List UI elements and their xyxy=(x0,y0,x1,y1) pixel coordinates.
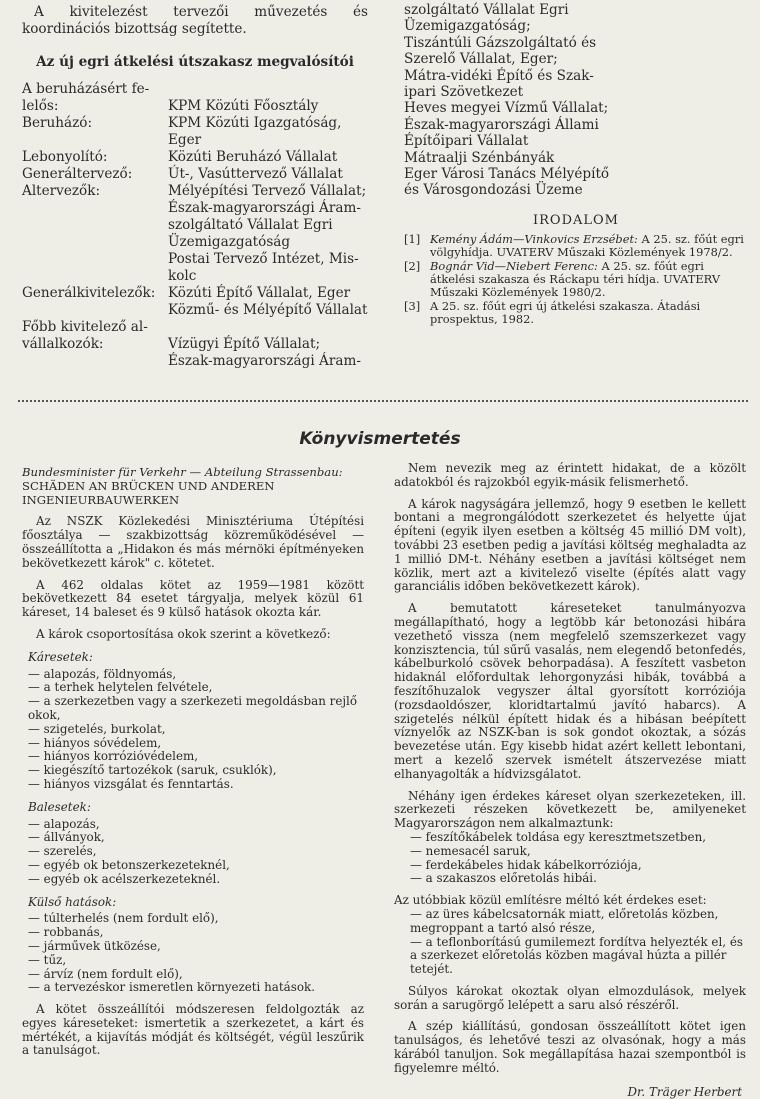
review-paragraph: A 462 oldalas kötet az 1959—1981 között bekövetkezett 84 esetet tárgyalja, melyek közül 61 káreset, 14 baleset és 9 külső hatások okozta kár. xyxy=(22,577,364,620)
list-item: — egyéb ok acélszerkezeteknél. xyxy=(28,871,221,886)
book-review-title: Könyvismertetés xyxy=(299,429,461,449)
role-value: Közúti Beruházó Vállalat xyxy=(168,149,338,165)
list-item: — kiegészítő tartozékok (saruk, csuklók), xyxy=(28,763,277,778)
reference-title: A 25. sz. főút egri völgyhídja. UVATERV Műszaki Közlemények 1978/2. xyxy=(430,232,744,260)
role-label: Generálkivitelezők: xyxy=(22,285,156,301)
list-item: — a teflonborítású gumilemezt fordítva helyezték el, és a szerkezet előretolás közben magával húzta a pillér tetejét. xyxy=(410,934,743,977)
review-paragraph: A károk nagyságára jellemző, hogy 9 esetben le kellett bontani a megrongálódott szerkezetet és helyette újat építeni (egyik ilyen esetben a költség 45 millió DM volt), további 23 esetben pedig a javítási költség meghaladta az 1 millió DM-t. Néhány esetben a javítási költséget nem közlik, mert azt a kivitelező viselte (építés alatt vagy garanciális időben bekövetkezett károk). xyxy=(394,496,746,594)
reference-text xyxy=(430,300,748,326)
review-paragraph: Nem nevezik meg az érintett hidakat, de a közölt adatokból és rajzokból egyik-másik felismerhető. xyxy=(394,461,746,489)
implementers-heading: Az új egri átkelési útszakasz megvalósítói xyxy=(36,54,354,70)
reference-item xyxy=(404,300,748,326)
category-heading: Külső hatások: xyxy=(28,894,117,909)
role-label: Generáltervező: xyxy=(22,166,133,182)
list-item: — szigetelés, burkolat, xyxy=(28,721,166,736)
list-item: — a szakaszos előretolás hibái. xyxy=(410,871,597,886)
list-item: — hiányos sóvédelem, xyxy=(28,735,162,750)
review-paragraph: Néhány igen érdekes káreset olyan szerkezeteken, ill. szerkezeti részeken következett be, amilyeneket Magyarországon nem alkalmaztunk: xyxy=(394,788,746,831)
reference-authors: Kemény Ádám—Vinkovics Erzsébet: xyxy=(430,232,638,247)
reference-list xyxy=(404,233,748,326)
list-item: — szerelés, xyxy=(28,844,97,859)
review-left-column xyxy=(22,466,364,1058)
review-paragraph: A károk csoportosítása okok szerint a következő: xyxy=(36,626,331,641)
review-right-column xyxy=(394,462,746,1099)
role-label: Altervezők: xyxy=(22,183,101,199)
intro-paragraph: A kivitelezést tervezői művezetés és koordinációs bizottság segítette. xyxy=(22,4,368,37)
reference-title: A 25. sz. főút egri átkelési szakasza és Ráckapu téri hídja. UVATERV Műszaki Közlemények 1980/2. xyxy=(430,259,721,300)
category-list xyxy=(22,818,364,887)
list-item: — egyéb ok betonszerkezeteknél, xyxy=(28,857,230,872)
role-label: Főbb kivitelező al- vállalkozók: xyxy=(22,319,148,352)
subcontractor-list xyxy=(404,2,748,199)
role-value: KPM Közúti Főosztály xyxy=(168,98,319,114)
list-item: Heves megyei Vízmű Vállalat; xyxy=(404,100,609,117)
list-item: — alapozás, xyxy=(28,816,100,831)
book-title: SCHÄDEN AN BRÜCKEN UND ANDEREN INGENIEURBAUWERKEN xyxy=(22,478,275,507)
reference-item xyxy=(404,260,748,299)
review-paragraph: A bemutatott káreseteket tanulmányozva megállapítható, hogy a legtöbb kár betonozási hibára vezethető vissza (nem megfelelő szemszerkezet vagy konzisztencia, túl sűrű vasalás, nem elegendő betonfedés, kábelburkoló csövek behorpadása). A feszített vasbeton hidaknál előfordultak lehorgonyzási hibák, továbbá a feszítőhuzalok vegyszer által gyorsított korróziója (rozsdaoldószer, kloridtartalmú javító habarcs). A szigetelés nélkül épített hidak és a hibásan beépített víznyelők az NSZK-ban is sok gondot okoztak, a sózás bevezetése után. Egy kisebb hidat azért kellett lebontani, mert a kezelő szervek ismételt átszervezése miatt elhanyagolták a hídvizsgálatot. xyxy=(394,601,746,781)
review-paragraph: A szép kiállítású, gondosan összeállított kötet igen tanulságos, és lehetővé teszi az olvasónak, hogy a más kárából tanuljon. Sok megállapítása hazai szempontból is figyelemre méltó. xyxy=(394,1019,746,1075)
section-divider xyxy=(18,400,748,402)
list-item: Eger Városi Tanács Mélyépítő és Városgondozási Üzeme xyxy=(404,166,610,199)
list-item: — a szerkezetben vagy a szerkezeti megoldásban rejlő okok, xyxy=(28,694,358,722)
category-list xyxy=(22,912,364,995)
case-list xyxy=(394,908,746,977)
list-item: — túlterhelés (nem fordult elő), xyxy=(28,911,219,926)
list-item: — robbanás, xyxy=(28,925,104,940)
list-item: — a tervezéskor ismeretlen környezeti hatások. xyxy=(28,980,316,995)
reference-text xyxy=(430,260,748,299)
list-item: Észak-magyarországi Állami Építőipari Vállalat xyxy=(404,116,599,150)
list-item: — a terhek helytelen felvétele, xyxy=(28,680,213,695)
list-item: — hiányos korrózióvédelem, xyxy=(28,749,199,764)
category-heading: Balesetek: xyxy=(28,799,91,814)
list-item: — nemesacél saruk, xyxy=(410,843,531,858)
role-value: Mélyépítési Tervező Vállalat; Észak-magyarországi Áram- szolgáltató Vállalat Egri Üzemigazgatóság Postai Tervező Intézet, Mis- kolc xyxy=(168,183,367,284)
top-right-column xyxy=(404,2,748,327)
list-item: Mátraalji Szénbányák xyxy=(404,149,555,166)
list-item: — ferdekábeles hidak kábelkorróziója, xyxy=(410,857,642,872)
list-item: — árvíz (nem fordult elő), xyxy=(28,966,183,981)
reference-number: [3] xyxy=(404,299,421,314)
literature-heading: IRODALOM xyxy=(533,212,619,228)
implementers-list xyxy=(22,81,368,370)
list-item: — állványok, xyxy=(28,830,105,845)
review-paragraph: Az NSZK Közlekedési Minisztériuma Útépítési főosztálya — szakbizottság közreműködésével — összeállította a „Hidakon és más mérnöki építményeken bekövetkezett károk" c. kötetet. xyxy=(22,514,364,570)
list-item: — tűz, xyxy=(28,952,67,967)
review-paragraph: A kötet összeállítói módszeresen feldolgozták az egyes káreseteket: ismertetik a szerkezetet, a kárt és mértékét, a kijavítás módját és költségét, végül leszűrik a tanulságot. xyxy=(22,1002,364,1058)
category-list xyxy=(22,668,364,792)
role-value: Út-, Vasúttervező Vállalat xyxy=(168,166,343,182)
list-item: — alapozás, földnyomás, xyxy=(28,666,177,681)
reference-number: [2] xyxy=(404,259,421,274)
category-heading: Káresetek: xyxy=(28,649,93,664)
top-left-column xyxy=(22,4,368,370)
review-paragraph: Az utóbbiak közül említésre méltó két érdekes eset: xyxy=(394,893,707,908)
list-item: Mátra-vidéki Építő és Szak- ipari Szövetkezet xyxy=(404,67,594,101)
case-list xyxy=(394,831,746,886)
role-label: Beruházó: xyxy=(22,115,93,131)
reference-title: A 25. sz. főút egri új átkelési szakasza. Átadási prospektus, 1982. xyxy=(430,299,701,327)
book-author: Bundesminister für Verkehr — Abteilung Strassenbau: xyxy=(22,465,343,479)
list-item: — hiányos vizsgálat és fenntartás. xyxy=(28,776,234,791)
role-value: KPM Közúti Igazgatóság, Eger xyxy=(168,115,342,148)
list-item: — az üres kábelcsatornák miatt, előretolás közben, megroppant a tartó alsó része, xyxy=(410,906,719,935)
reviewer-signature: Dr. Träger Herbert xyxy=(627,1084,742,1099)
list-item: — feszítőkábelek toldása egy keresztmetszetben, xyxy=(410,829,707,844)
reference-text xyxy=(430,233,748,259)
list-item: — járművek ütközése, xyxy=(28,938,161,953)
role-value: Vízügyi Építő Vállalat; Észak-magyarországi Áram- xyxy=(168,336,361,369)
reference-item xyxy=(404,233,748,259)
list-item: Tiszántúli Gázszolgáltató és Szerelő Vállalat, Eger; xyxy=(404,34,597,68)
role-value: Közúti Építő Vállalat, Eger Közmű- és Mélyépítő Vállalat xyxy=(168,285,368,318)
review-paragraph: Súlyos károkat okoztak olyan elmozdulások, melyek során a sarugörgő lelépett a saru alsó részéről. xyxy=(394,983,746,1012)
list-item: szolgáltató Vállalat Egri Üzemigazgatóság; xyxy=(404,2,569,35)
reference-number: [1] xyxy=(404,232,421,247)
reference-authors: Bognár Vid—Niebert Ferenc: xyxy=(430,259,598,274)
role-label: A beruházásért fe- lelős: xyxy=(22,81,150,114)
role-label: Lebonyolító: xyxy=(22,149,108,165)
